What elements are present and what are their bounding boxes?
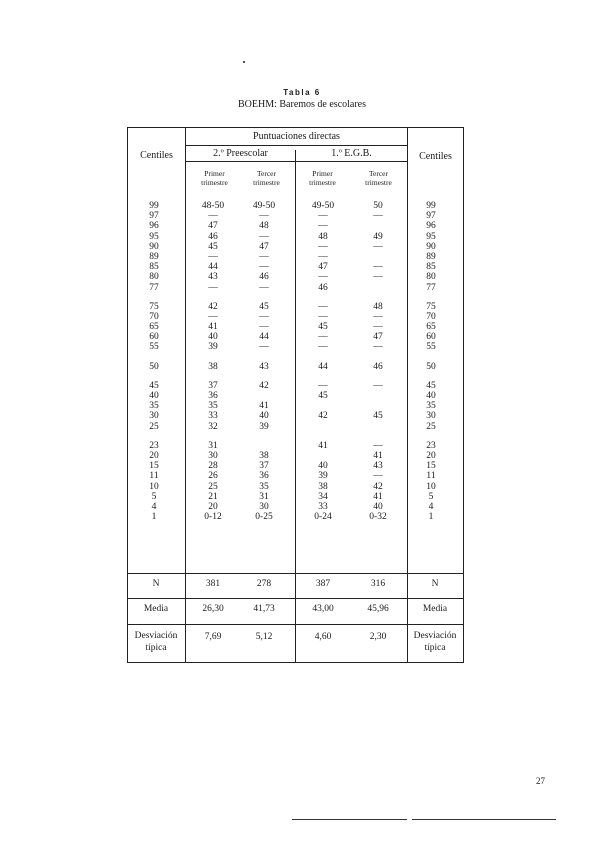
table-cell: 11 <box>426 471 436 482</box>
speck <box>243 61 245 63</box>
table-cell: 95 <box>149 231 159 242</box>
table-cell: 0-25 <box>255 512 273 523</box>
table-cell: 50 <box>426 361 436 372</box>
table-cell: — <box>318 241 328 252</box>
n-value: 316 <box>370 579 386 589</box>
table-cell: 42 <box>208 301 218 312</box>
table-cell: 30 <box>259 501 269 512</box>
table-cell: 44 <box>208 262 218 273</box>
table-cell: 46 <box>318 282 328 293</box>
table-cell: 50 <box>149 361 159 372</box>
table-cell: — <box>208 251 218 262</box>
table-cell: — <box>208 311 218 322</box>
table-cell: 23 <box>149 440 159 451</box>
desv-label-right: Desviación típica <box>413 631 457 653</box>
table-cell: 10 <box>149 481 159 492</box>
table-cell: 31 <box>259 491 269 502</box>
table-cell: 80 <box>426 272 436 283</box>
media-label-right: Media <box>422 604 448 614</box>
table-cell: 99 <box>426 201 436 211</box>
table-cell: 34 <box>318 491 328 502</box>
table-cell: 26 <box>208 471 218 482</box>
table-cell: 41 <box>373 450 383 461</box>
table-cell <box>357 432 399 441</box>
table-cell <box>134 293 174 302</box>
n-value: 278 <box>256 579 272 589</box>
table-cell: 42 <box>259 380 269 391</box>
table-cell: 45 <box>149 380 159 391</box>
table-cell: 65 <box>426 322 436 333</box>
table-cell: 39 <box>259 421 269 432</box>
table-cell: 77 <box>149 282 159 293</box>
table-cell: 28 <box>208 461 218 472</box>
table-cell: 39 <box>318 471 328 482</box>
desv-label: Desviación típica <box>134 631 178 653</box>
table-cell: — <box>373 272 383 283</box>
table-cell <box>243 432 285 441</box>
table-cell: 32 <box>208 421 218 432</box>
table-cell: 5 <box>428 491 434 502</box>
column-preescolar-primer <box>192 201 234 522</box>
table-cell: — <box>318 332 328 343</box>
table-cell <box>411 353 451 362</box>
table-cell: 44 <box>259 332 269 343</box>
table-cell: — <box>318 301 328 312</box>
table-cell: 36 <box>208 391 218 401</box>
subheader-1: Primer trimestre <box>201 169 228 187</box>
table-cell: 47 <box>318 262 328 273</box>
media-label: Media <box>143 604 169 614</box>
table-cell <box>357 252 399 262</box>
media-value: 41,73 <box>253 604 275 614</box>
table-cell: 45 <box>426 380 436 391</box>
table-cell: 77 <box>426 282 436 293</box>
table-cell: 41 <box>318 440 328 451</box>
table-cell: — <box>318 342 328 353</box>
table-cell: 0-32 <box>369 512 387 523</box>
table-cell: 70 <box>149 311 159 322</box>
table-cell: 35 <box>426 401 436 412</box>
table-cell: 48-50 <box>201 201 225 211</box>
table-cell: 20 <box>426 450 436 461</box>
table-cell: 60 <box>149 332 159 343</box>
table-cell: — <box>318 221 328 232</box>
table-cell: 85 <box>426 262 436 273</box>
table-cell: 47 <box>373 332 383 343</box>
table-cell: 35 <box>149 401 159 412</box>
n-value: 381 <box>205 579 221 589</box>
table-cell: — <box>318 251 328 262</box>
table-cell: 30 <box>208 450 218 461</box>
table-cell: — <box>318 380 328 391</box>
table-cell <box>411 432 451 441</box>
table-cell: 96 <box>426 221 436 232</box>
table-cell: 20 <box>208 501 218 512</box>
table-cell: 4 <box>428 501 434 512</box>
table-cell: 40 <box>373 501 383 512</box>
table-cell: — <box>373 241 383 252</box>
table-cell <box>357 221 399 231</box>
table-cell: 47 <box>259 241 269 252</box>
table-cell <box>192 353 234 362</box>
table-cell: 89 <box>426 251 436 262</box>
table-cell <box>192 432 234 441</box>
table-cell: 96 <box>149 221 159 232</box>
table-cell: 89 <box>149 251 159 262</box>
table-cell: 40 <box>208 332 218 343</box>
table-cell: — <box>208 211 218 222</box>
table-cell: 38 <box>208 361 218 372</box>
table-cell: 42 <box>318 411 328 422</box>
table-cell: 31 <box>208 440 218 451</box>
table-cell: 41 <box>208 322 218 333</box>
table-title: Tabla 6 <box>283 88 321 97</box>
table-cell <box>243 353 285 362</box>
column-egb-tercer <box>357 201 399 522</box>
table-cell: 75 <box>426 301 436 312</box>
table-cell: 40 <box>318 461 328 472</box>
table-cell: 55 <box>149 342 159 353</box>
table-cell <box>302 451 344 461</box>
table-cell: 49-50 <box>252 201 276 211</box>
table-cell <box>357 353 399 362</box>
table-cell: 65 <box>149 322 159 333</box>
page-number: 27 <box>536 776 545 786</box>
table-cell: 48 <box>373 301 383 312</box>
table-cell: 20 <box>149 450 159 461</box>
table-cell: 75 <box>149 301 159 312</box>
table-cell: 21 <box>208 491 218 502</box>
table-cell: 1 <box>151 512 157 523</box>
media-value: 26,30 <box>202 604 224 614</box>
table-cell: — <box>259 262 269 273</box>
table-cell <box>134 353 174 362</box>
table-cell <box>357 293 399 302</box>
table-cell: 90 <box>426 241 436 252</box>
table-cell <box>192 372 234 381</box>
footer-rule <box>292 819 407 820</box>
table-cell: 25 <box>149 421 159 432</box>
table-cell: — <box>259 322 269 333</box>
table-cell: 41 <box>373 491 383 502</box>
table-cell: 43 <box>259 361 269 372</box>
table-cell: 1 <box>428 512 434 523</box>
table-cell: 40 <box>149 391 159 401</box>
table-cell: 10 <box>426 481 436 492</box>
table-cell: 38 <box>259 450 269 461</box>
footer-rule <box>412 819 556 820</box>
table-cell <box>411 372 451 381</box>
media-value: 45,96 <box>367 604 389 614</box>
table-cell <box>243 391 285 401</box>
table-cell <box>192 293 234 302</box>
table-cell: — <box>373 322 383 333</box>
table-cell: 48 <box>318 231 328 242</box>
table-cell <box>357 372 399 381</box>
table-cell: 55 <box>426 342 436 353</box>
table-cell: 35 <box>208 401 218 412</box>
table-cell: 97 <box>426 211 436 222</box>
desv-value: 4,60 <box>314 632 332 642</box>
table-cell <box>243 441 285 451</box>
table-cell: 99 <box>149 201 159 211</box>
table-cell: 85 <box>149 262 159 273</box>
table-cell: 46 <box>373 361 383 372</box>
subheader-2: Tercer trimestre <box>253 169 280 187</box>
table-cell <box>243 293 285 302</box>
header-centiles-right: Centiles <box>419 151 452 162</box>
centiles-column-left <box>134 201 174 522</box>
table-cell: 80 <box>149 272 159 283</box>
table-cell: 15 <box>426 461 436 472</box>
header-egb: 1.º E.G.B. <box>331 148 372 159</box>
table-cell: 45 <box>259 301 269 312</box>
table-cell: 40 <box>426 391 436 401</box>
table-cell <box>302 353 344 362</box>
table-cell: 39 <box>208 342 218 353</box>
table-cell: — <box>373 311 383 322</box>
table-cell: 43 <box>373 461 383 472</box>
table-cell <box>302 422 344 432</box>
column-egb-primer <box>302 201 344 522</box>
table-cell: 11 <box>149 471 159 482</box>
table-cell: — <box>373 471 383 482</box>
table-cell: — <box>259 282 269 293</box>
table-cell: 23 <box>426 440 436 451</box>
table-cell: 33 <box>208 411 218 422</box>
table-cell <box>302 372 344 381</box>
table-cell: — <box>259 311 269 322</box>
table-cell: 48 <box>259 221 269 232</box>
table-cell: 5 <box>151 491 157 502</box>
table-cell: — <box>259 231 269 242</box>
desv-value: 2,30 <box>369 632 387 642</box>
desv-value: 7,69 <box>204 632 222 642</box>
table-cell: 97 <box>149 211 159 222</box>
table-cell: 0-24 <box>314 512 332 523</box>
table-cell: 35 <box>259 481 269 492</box>
table-cell: 25 <box>208 481 218 492</box>
table-cell: 37 <box>259 461 269 472</box>
table-cell <box>302 293 344 302</box>
table-cell: — <box>373 380 383 391</box>
table-cell: 0-12 <box>204 512 222 523</box>
table-cell: 46 <box>259 272 269 283</box>
table-cell: — <box>259 251 269 262</box>
table-cell: 45 <box>373 411 383 422</box>
table-cell: 4 <box>151 501 157 512</box>
table-cell: 46 <box>208 231 218 242</box>
column-preescolar-tercer <box>243 201 285 522</box>
table-cell: 47 <box>208 221 218 232</box>
table-cell <box>243 372 285 381</box>
n-label-right: N <box>431 579 439 589</box>
table-cell <box>357 391 399 401</box>
table-cell: 38 <box>318 481 328 492</box>
table-cell: 37 <box>208 380 218 391</box>
table-cell <box>302 432 344 441</box>
n-value: 387 <box>315 579 331 589</box>
table-cell <box>411 293 451 302</box>
table-cell: 70 <box>426 311 436 322</box>
table-cell: 30 <box>149 411 159 422</box>
table-cell: 25 <box>426 421 436 432</box>
subheader-4: Tercer trimestre <box>365 169 392 187</box>
header-puntuaciones: Puntuaciones directas <box>253 131 340 142</box>
table-cell <box>134 432 174 441</box>
table-cell: 45 <box>208 241 218 252</box>
table-cell: 90 <box>149 241 159 252</box>
table-cell: 45 <box>318 391 328 401</box>
table-cell <box>134 372 174 381</box>
table-cell: — <box>318 211 328 222</box>
table-cell: 95 <box>426 231 436 242</box>
table-cell: 33 <box>318 501 328 512</box>
table-cell: 49 <box>373 231 383 242</box>
table-cell: 44 <box>318 361 328 372</box>
table-cell: 43 <box>208 272 218 283</box>
media-value: 43,00 <box>312 604 334 614</box>
table-cell: 30 <box>426 411 436 422</box>
n-label: N <box>152 579 160 589</box>
table-cell: — <box>373 262 383 273</box>
table-cell: 15 <box>149 461 159 472</box>
table-cell: — <box>318 311 328 322</box>
table-cell: 45 <box>318 322 328 333</box>
header-preescolar: 2.º Preescolar <box>213 148 268 159</box>
table-cell: — <box>259 342 269 353</box>
table-cell <box>357 401 399 411</box>
table-cell: 41 <box>259 401 269 412</box>
subheader-3: Primer trimestre <box>309 169 336 187</box>
table-cell: — <box>208 282 218 293</box>
table-cell: 60 <box>426 332 436 343</box>
table-cell: 50 <box>373 201 383 211</box>
desv-value: 5,12 <box>255 632 273 642</box>
header-centiles-left: Centiles <box>140 150 173 161</box>
table-cell <box>357 422 399 432</box>
table-cell: — <box>259 211 269 222</box>
table-cell: — <box>373 211 383 222</box>
table-cell <box>357 283 399 293</box>
table-cell <box>302 401 344 411</box>
table-cell: — <box>373 440 383 451</box>
table-cell: 40 <box>259 411 269 422</box>
table-cell: — <box>373 342 383 353</box>
table-cell: — <box>318 272 328 283</box>
table-cell: 42 <box>373 481 383 492</box>
table-cell: 49-50 <box>311 201 335 211</box>
table-subtitle: BOEHM: Baremos de escolares <box>237 99 367 110</box>
table-cell: 36 <box>259 471 269 482</box>
centiles-column-right <box>411 201 451 522</box>
